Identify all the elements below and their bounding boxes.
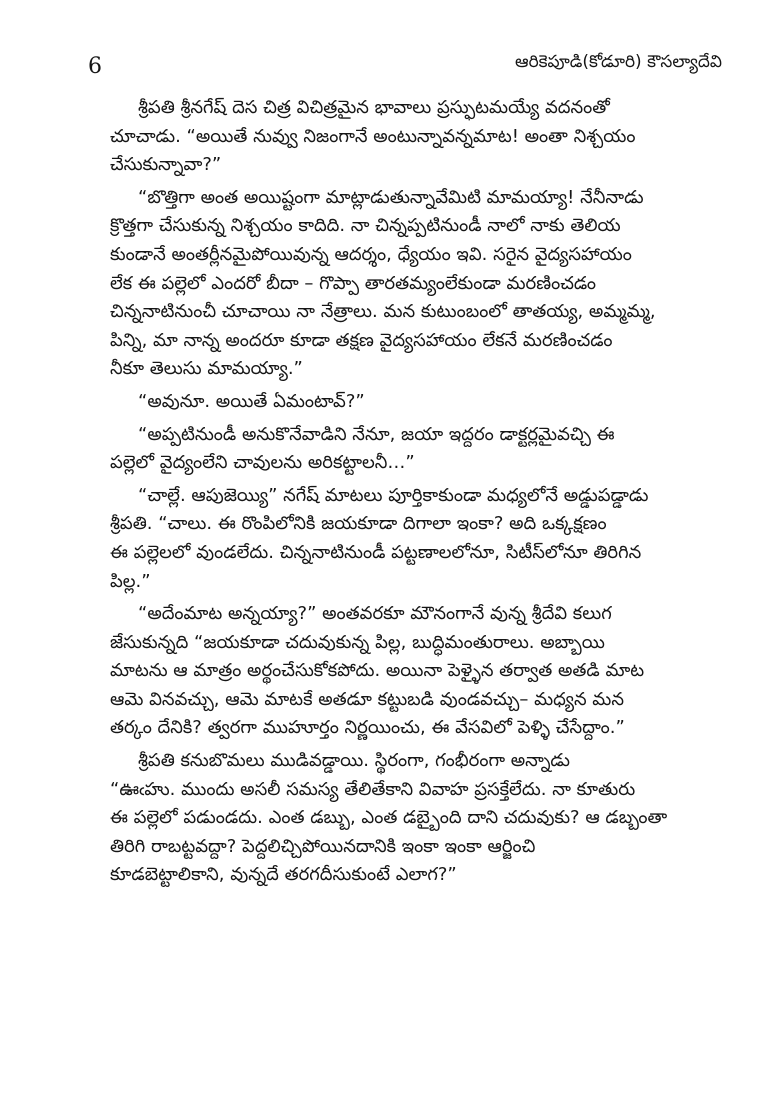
text-line: పిన్ని, మా నాన్న అందరూ కూడా తక్షణ వైద్యసహాయం లేకనే మరణించడం bbox=[110, 329, 613, 351]
text-line: శ్రీపతి కనుబొమలు ముడివడ్డాయి. స్థిరంగా, గంభీరంగా అన్నాడు bbox=[138, 750, 570, 772]
text-line: శ్రీపతి శ్రీనగేష్ దెస చిత్ర విచిత్రమైన భావాలు ప్రస్ఫుటమయ్యే వదనంతో bbox=[138, 97, 610, 118]
text-line: “బొత్తిగా అంత అయిష్టంగా మాట్లాడుతున్నావేమిటి మామయ్యా! నేనీనాడు bbox=[138, 186, 644, 208]
text-line: లేక ఈ పల్లెలో ఎందరో బీదా – గొప్పా తారతమ్యంలేకుండా మరణించడం bbox=[110, 272, 597, 294]
text-line: జేసుకున్నది “జయకూడా చదువుకున్న పిల్ల, బుద్ధిమంతురాలు. అబ్బాయి bbox=[110, 631, 605, 653]
text-line: శ్రీపతి. “చాలు. ఈ రొంపిలోనికి జయకూడా దిగాలా ఇంకా? అది ఒక్కక్షణం bbox=[110, 513, 607, 535]
text-line: తర్కం దేనికి? త్వరగా ముహూర్తం నిర్ణయించు, ఈ వేసవిలో పెళ్ళి చేసేద్దాం.” bbox=[110, 717, 625, 739]
text-line: తిరిగి రాబట్టవద్దా? పెద్దలిచ్చిపోయినదానికి ఇంకా ఇంకా ఆర్జించి bbox=[110, 835, 536, 857]
paragraph bbox=[110, 184, 712, 384]
paragraph bbox=[110, 482, 712, 596]
running-header-author: ఆరికెపూడి(కోడూరి) కౌసల్యాదేవి bbox=[515, 52, 722, 72]
text-line: నీకూ తెలుసు మామయ్యా.” bbox=[110, 358, 303, 380]
text-line: చూచాడు. “అయితే నువ్వు నిజంగానే అంటున్నావన్నమాట! అంతా నిశ్చయం bbox=[110, 125, 636, 147]
text-line: “అప్పటినుండీ అనుకొనేవాడిని నేనూ, జయా ఇద్దరం డాక్టర్లమైవచ్చి ఈ bbox=[138, 423, 615, 445]
text-line: చేసుకున్నావా?” bbox=[110, 154, 222, 176]
paragraph bbox=[110, 747, 712, 890]
text-line: మాటను ఆ మాత్రం అర్థంచేసుకోకపోదు. అయినా పెళ్ళైన తర్వాత అతడి మాట bbox=[110, 660, 645, 682]
text-line: క్రొత్తగా చేసుకున్న నిశ్చయం కాదిది. నా చిన్నప్పటినుండీ నాలో నాకు తెలియ bbox=[110, 215, 621, 237]
text-line: కుండానే అంతర్లీనమైపోయివున్న ఆదర్శం, ధ్యేయం ఇవి. సరైన వైద్యసహాయం bbox=[110, 243, 632, 265]
paragraph bbox=[110, 421, 712, 478]
text-line: “ఊఁహు. ముందు అసలీ సమస్య తేలితేకాని వివాహ ప్రసక్తేలేదు. నా కూతురు bbox=[110, 778, 636, 800]
text-line: ఆమె వినవచ్చు, ఆమె మాటకే అతడూ కట్టుబడి వుండవచ్చు– మధ్యన మన bbox=[110, 688, 624, 710]
text-line: “అవునూ. అయితే ఏమంటావ్?” bbox=[138, 390, 365, 412]
text-line: కూడబెట్టాలికాని, వున్నదే తరగదీసుకుంటే ఎలాగ?” bbox=[110, 864, 457, 886]
paragraph bbox=[110, 388, 712, 417]
text-line: “చాల్లే. ఆపుజెయ్యి” నగేష్ మాటలు పూర్తికాకుండా మధ్యలోనే అడ్డుపడ్డాడు bbox=[138, 484, 649, 506]
text-line: “అదేంమాట అన్నయ్యా?” అంతవరకూ మౌనంగానే వున్న శ్రీదేవి కలుగ bbox=[138, 603, 612, 625]
text-line: పల్లెలో వైద్యంలేని చావులను అరికట్టాలనీ…” bbox=[110, 452, 415, 474]
text-line: పిల్ల.” bbox=[110, 570, 151, 592]
page-number: 6 bbox=[88, 54, 102, 79]
text-line: ఈ పల్లెలలో వుండలేదు. చిన్ననాటినుండీ పట్టణాలలోనూ, సిటీస్‌లోనూ తిరిగిన bbox=[110, 541, 642, 563]
paragraph bbox=[110, 94, 712, 180]
text-line: ఈ పల్లెలో పడుండదు. ఎంత డబ్బు, ఎంత డబ్బైంది దాని చదువుకు? ఆ డబ్బంతా bbox=[110, 807, 668, 829]
body-text bbox=[110, 94, 712, 894]
paragraph bbox=[110, 600, 712, 743]
text-line: చిన్ననాటినుంచీ చూచాయి నా నేత్రాలు. మన కుటుంబంలో తాతయ్య, అమ్మమ్మ, bbox=[110, 301, 656, 323]
